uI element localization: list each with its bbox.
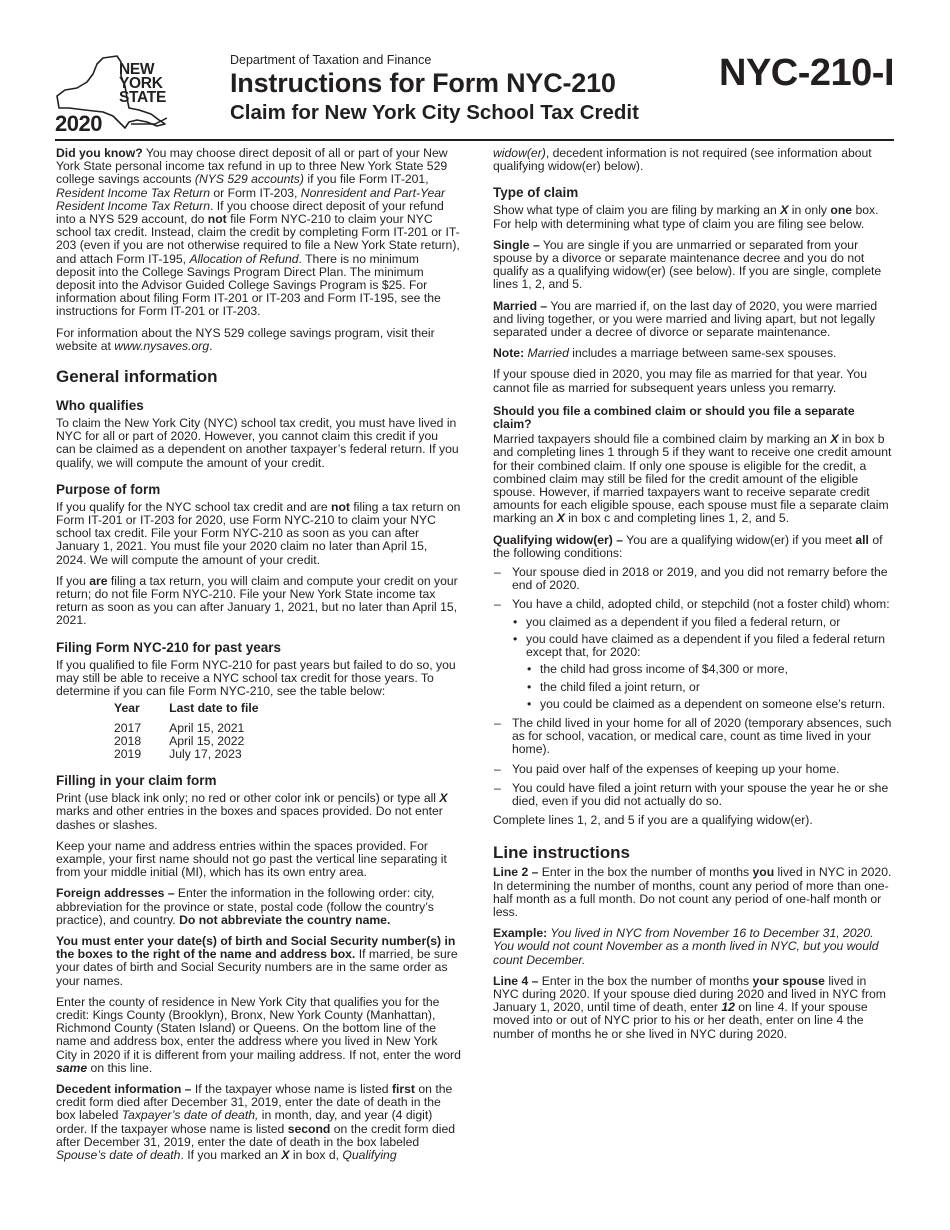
website-paragraph: For information about the NYS 529 college savings program, visit their website at www.nysaves.org. xyxy=(56,325,435,353)
type-of-claim-heading: Type of claim xyxy=(493,185,579,201)
line-2-paragraph: Line 2 – Enter in the box the number of months you lived in NYC in 2020. In determining the number of months, count any period of more than one-half month as a full month. Do not count any period of one-half month or less. xyxy=(493,865,892,919)
department-name: Department of Taxation and Finance xyxy=(230,53,432,67)
note-paragraph: Note: Married includes a marriage between same-sex spouses. xyxy=(493,346,837,361)
logo-year: 2020 xyxy=(55,111,102,136)
conditions-list xyxy=(493,566,894,808)
page-subtitle: Claim for New York City School Tax Credit xyxy=(230,101,639,124)
type-of-claim-text: Show what type of claim you are filing by marking an X in only one box. For help with determining what type of claim you are filing see below. xyxy=(493,203,879,231)
filling-paragraph-1: Print (use black ink only; no red or other color ink or pencils) or type all X marks and other entries in the boxes and spaces provided. Do not enter dashes or slashes. xyxy=(56,791,448,832)
purpose-of-form-heading: Purpose of form xyxy=(56,481,161,497)
combined-claim-heading: Should you file a combined claim or should you file a separate claim? xyxy=(493,403,855,432)
list-item: • you could have claimed as a dependent if you filed a federal return except that, for 2020: • the child had gross income of $4,300 or more, • the child filed a joint return, or • you could be claimed as a dependent on someone else’s return. xyxy=(512,633,894,711)
who-qualifies-heading: Who qualifies xyxy=(56,398,144,414)
right-column xyxy=(493,147,894,1049)
table-header: Last date to file xyxy=(169,701,259,716)
page-title: Instructions for Form NYC-210 xyxy=(230,68,616,98)
list-item: • you claimed as a dependent if you filed a federal return, or xyxy=(512,616,894,629)
spouse-died-paragraph: If your spouse died in 2020, you may file as married for that year. You cannot file as married for subsequent years unless you remarry. xyxy=(493,367,867,395)
example-paragraph: Example: You lived in NYC from November 16 to December 31, 2020. You would not count November as a month lived in NYC, but you would count December. xyxy=(493,926,879,967)
complete-qw-paragraph: Complete lines 1, 2, and 5 if you are a qualifying widow(er). xyxy=(493,813,813,828)
past-years-table xyxy=(114,702,287,761)
who-qualifies-text: To claim the New York City (NYC) school tax credit, you must have lived in NYC for all or part of 2020. However, you cannot claim this credit if you can be claimed as a dependent on another taxpayer’s federal return. If you qualify, we will compute the amount of your credit. xyxy=(56,416,459,470)
exception-list xyxy=(526,663,894,711)
past-years-heading: Filing Form NYC-210 for past years xyxy=(56,639,282,655)
general-information-heading: General information xyxy=(56,367,218,387)
table-row: 2017 April 15, 2021 xyxy=(114,720,245,735)
list-item: – You have a child, adopted child, or stepchild (not a foster child) whom: • you claimed as a dependent if you filed a federal return, or • you could have claimed as a dependent if you filed a federal return except that, for 2020: • the child had gross income of $4,300 or more, • the child filed a joint return, or • you could be claimed as a dependent on someone else’s return. xyxy=(493,598,894,710)
list-item: • you could be claimed as a dependent on someone else’s return. xyxy=(526,698,894,711)
list-item: • the child had gross income of $4,300 or more, xyxy=(526,663,894,676)
table-row: 2018 April 15, 2022 xyxy=(114,733,245,748)
decedent-paragraph: Decedent information – If the taxpayer whose name is listed first on the credit form died after December 31, 2019, enter the date of death in the box labeled Taxpayer’s date of death, in month, day, and year (4 digit) order. If the taxpayer whose name is listed second on the credit form died after December 31, 2019, enter the date of death in the box labeled Spouse’s date of death. If you marked an X in box d, Qualifying xyxy=(56,1081,456,1162)
list-item: – Your spouse died in 2018 or 2019, and you did not remarry before the end of 2020. xyxy=(493,566,894,592)
continued-paragraph: widow(er), decedent information is not required (see information about qualifying widow(er) below). xyxy=(493,146,872,174)
past-years-text: If you qualified to file Form NYC-210 for past years but failed to do so, you may still be able to receive a NYC school tax credit for those years. To determine if you can file Form NYC-210, see the table below: xyxy=(56,657,456,699)
list-item: • the child filed a joint return, or xyxy=(526,681,894,694)
left-column xyxy=(56,147,461,1170)
purpose-paragraph-1: If you qualify for the NYC school tax credit and are not filing a tax return on Form IT-201 or IT-203 for 2020, use Form NYC-210 to claim your NYC school tax credit. File your Form NYC-210 as soon as you can after January 1, 2021. You must file your 2020 claim no later than April 15, 2024. We will compute the amount of your credit. xyxy=(56,499,461,567)
list-item: – You paid over half of the expenses of keeping up your home. xyxy=(493,763,894,776)
married-paragraph: Married – You are married if, on the last day of 2020, you were married and living together, or you were married and living apart, but not legally separated under a decree of divorce or separate maintenance. xyxy=(493,298,878,340)
combined-claim-text: Married taxpayers should file a combined claim by marking an X in box b and completing lines 1 through 5 if they want to receive one credit amount for their combined claim. If only one spouse is eligible for the credit, a combined claim may still be filed for the credit amount of the eligible spouse. However, if married taxpayers want to receive separate credit amounts for each eligible spouse, each spouse must file a separate claim marking an X in box c and completing lines 1, 2, and 5. xyxy=(493,432,892,526)
nys-logo xyxy=(55,52,195,134)
table-row: 2019 July 17, 2023 xyxy=(114,746,242,761)
filling-claim-heading: Filling in your claim form xyxy=(56,773,217,789)
list-item: – The child lived in your home for all of 2020 (temporary absences, such as for school, vacation, or medical care, count as time lived in your home). xyxy=(493,717,894,757)
foreign-addresses-paragraph: Foreign addresses – Enter the information in the following order: city, abbreviation for the province or state, postal code (follow the country’s practice), and country. Do not abbreviate the country name. xyxy=(56,886,435,927)
nysaves-link: www.nysaves.org xyxy=(114,338,210,353)
did-you-know-paragraph: Did you know? You may choose direct deposit of all or part of your New York State personal income tax refund in up to three New York State 529 college savings accounts (NYS 529 accounts) if you file Form IT-201, Resident Income Tax Return or Form IT-203, Nonresident and Part-Year Resident Income Tax Return. If you choose direct deposit of your refund into a NYS 529 account, do not file Form NYC-210 to claim your NYC school tax credit. Instead, claim the credit by completing Form IT-201 or IT-203 (even if you are not otherwise required to file a New York State return), and attach Form IT-195, Allocation of Refund. There is no minimum deposit into the College Savings Program Direct Plan. The minimum deposit into the Advisor Guided College Savings Program is $25. For information about filing Form IT-201 or IT-203 and Form IT-195, see the instructions for Form IT-201 or IT-203. xyxy=(56,146,460,319)
logo-text: NEW YORK STATE xyxy=(119,61,167,106)
county-paragraph: Enter the county of residence in New York City that qualifies you for the credit: Kings County (Brooklyn), Bronx, New York County (Manhattan), Richmond County (Staten Island) or Queens. On the bottom line of the name and address box, enter the address where you lived in New York City in 2020 if it is different from your mailing address. If not, enter the word same on this line. xyxy=(56,994,461,1075)
line-4-paragraph: Line 4 – Enter in the box the number of months your spouse lived in NYC during 2020. If your spouse died during 2020 and lived in NYC from January 1, 2020, until time of death, enter 12 on line 4. If your spouse moved into or out of NYC prior to his or her death, enter on line 4 the number of months he or she lived in NYC during 2020. xyxy=(493,973,886,1041)
header-divider xyxy=(55,139,894,141)
qualifying-widow-paragraph: Qualifying widow(er) – You are a qualifying widow(er) if you meet all of the following conditions: xyxy=(493,532,883,560)
table-header: Year xyxy=(114,701,140,716)
purpose-paragraph-2: If you are filing a tax return, you will claim and compute your credit on your return; do not file Form NYC-210. File your New York State income tax return as soon as you can after January 1, 2021, but no later than April 15, 2021. xyxy=(56,573,458,628)
single-paragraph: Single – You are single if you are unmarried or separated from your spouse by a divorce or separate maintenance decree and you do not qualify as a qualifying widow(er) (see below). If you are single, complete lines 1, 2, and 5. xyxy=(493,237,882,292)
list-item: – You could have filed a joint return with your spouse the year he or she died, even if you did not actually do so. xyxy=(493,782,894,808)
form-number: NYC-210-I xyxy=(719,52,894,94)
line-instructions-heading: Line instructions xyxy=(493,843,630,863)
filling-paragraph-2: Keep your name and address entries within the spaces provided. For example, your first name should not go past the vertical line separating it from your middle initial (MI), which has its own entry area. xyxy=(56,838,447,880)
child-conditions-list xyxy=(512,616,894,711)
dob-ssn-paragraph: You must enter your date(s) of birth and Social Security number(s) in the boxes to the right of the name and address box. If married, be sure your dates of birth and Social Security numbers are in the same order as your names. xyxy=(56,933,458,988)
